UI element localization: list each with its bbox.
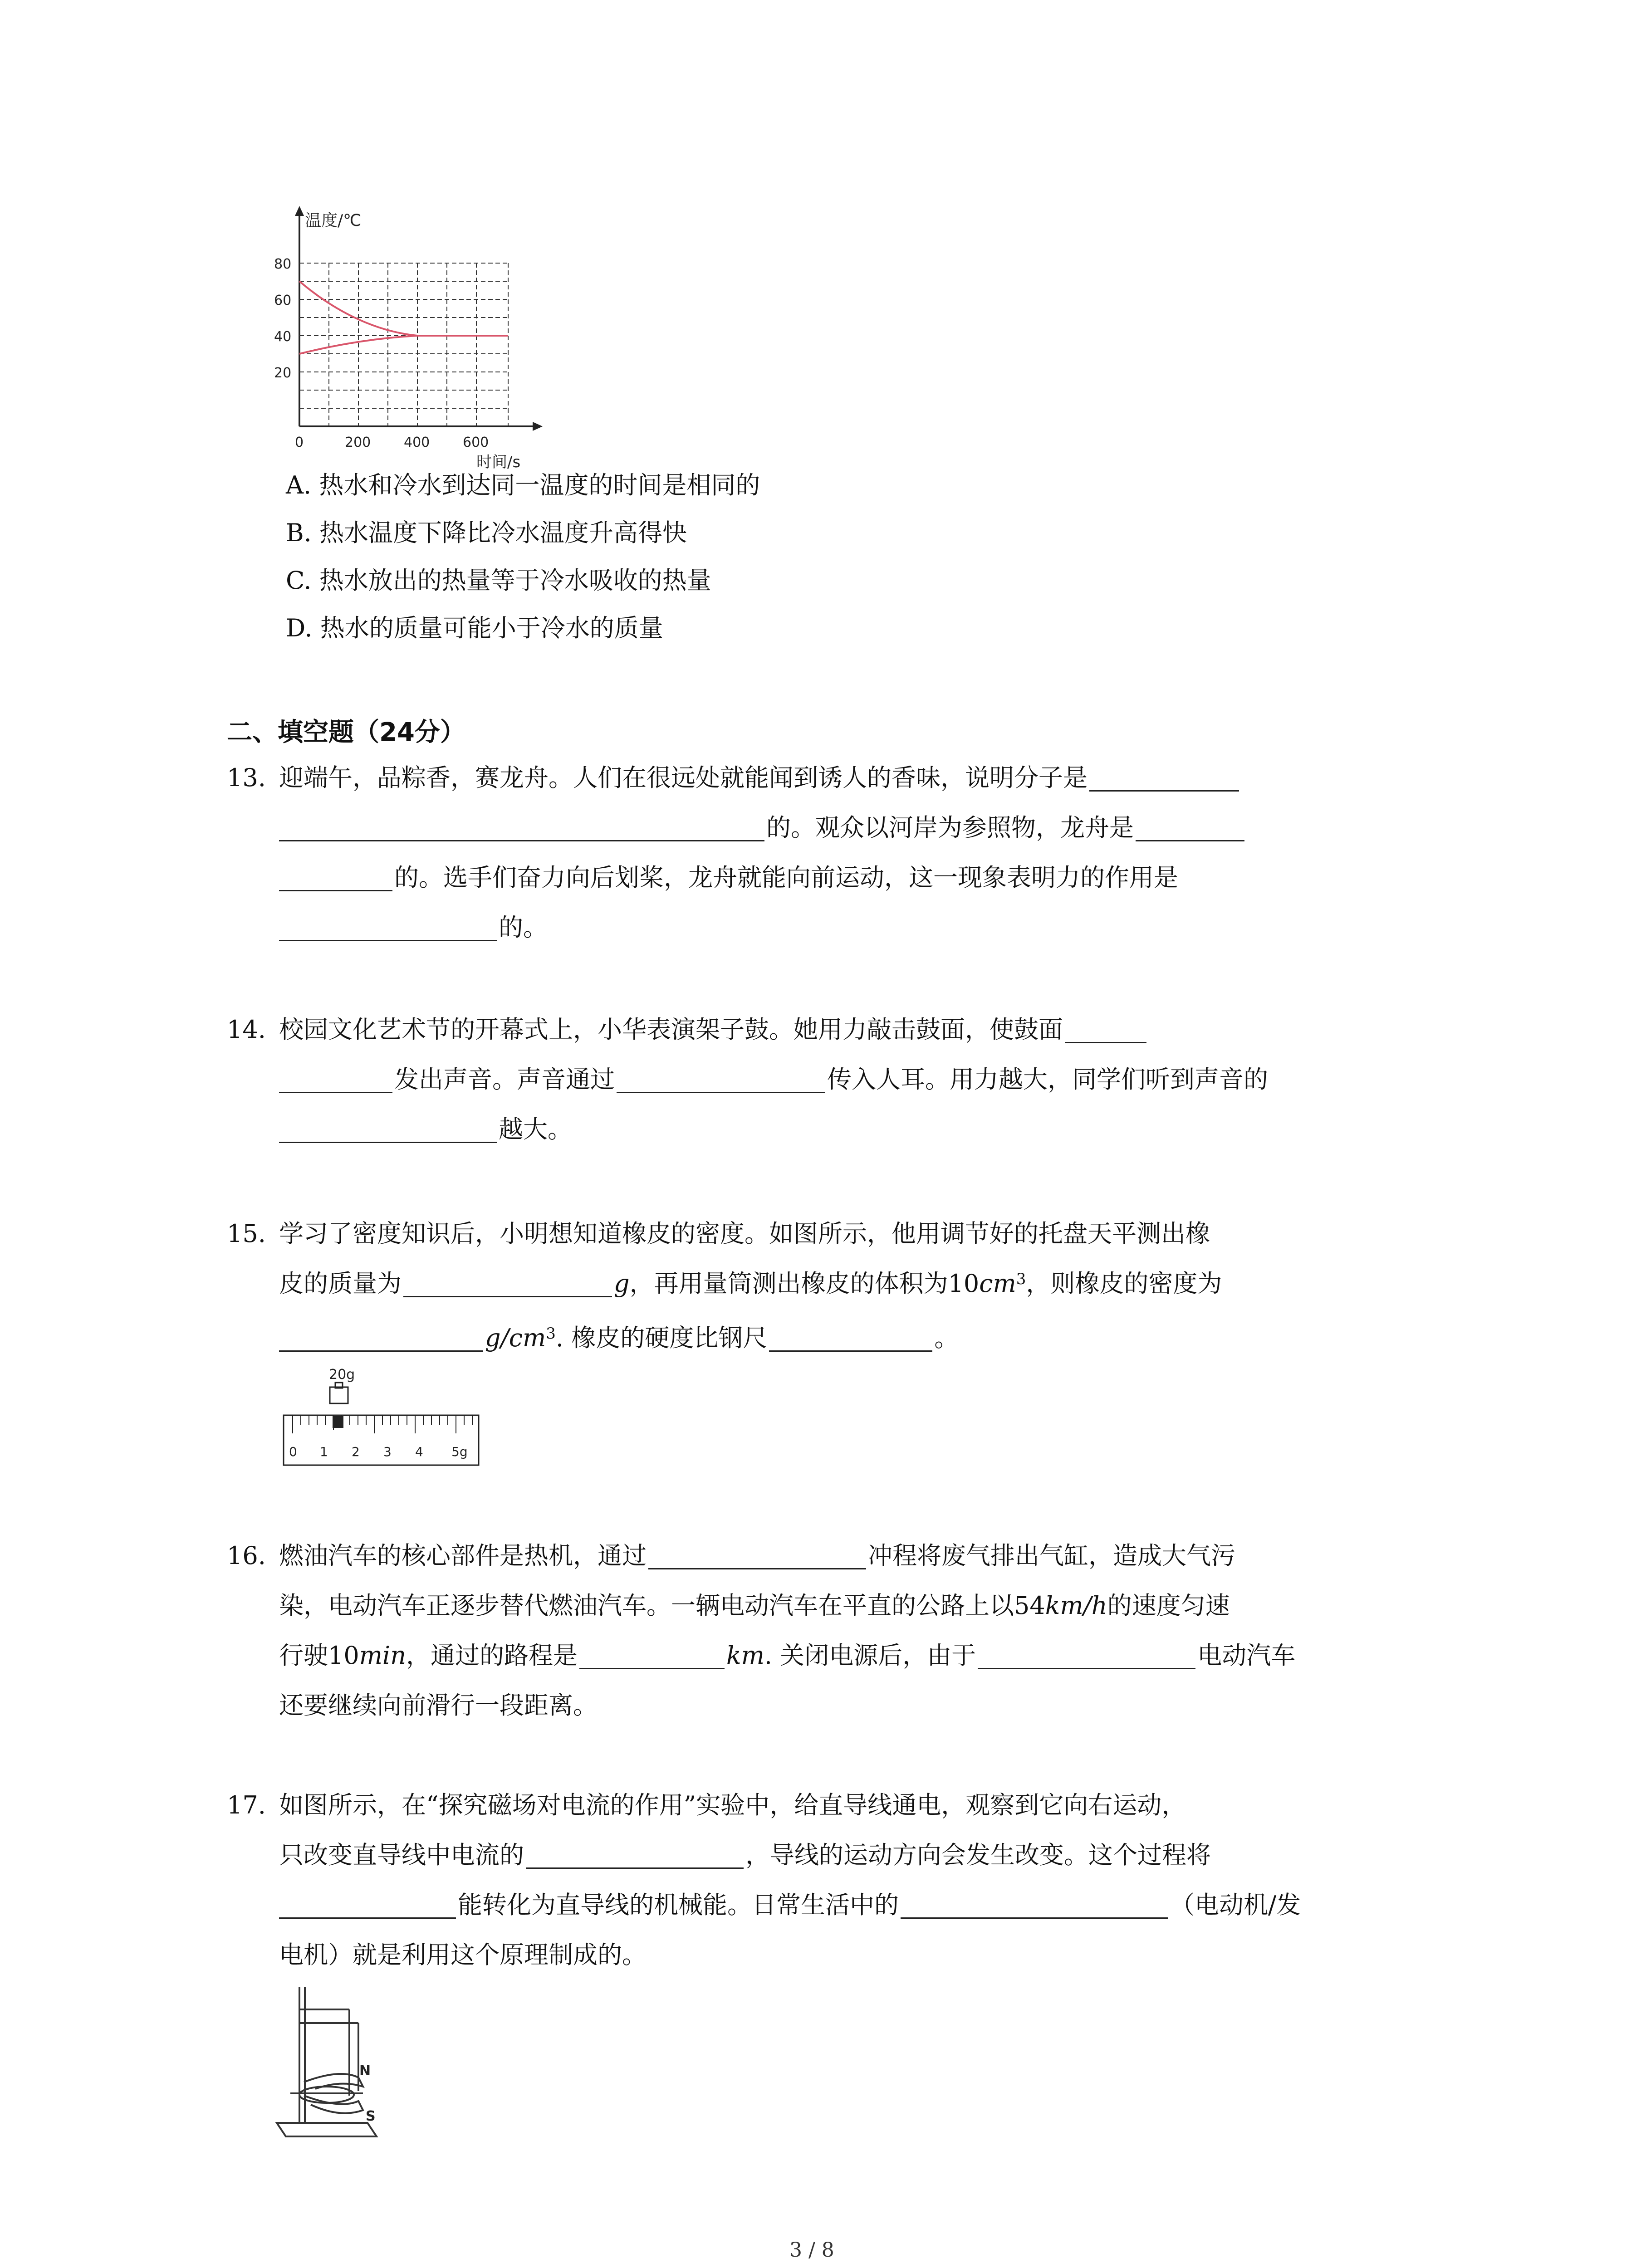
q13-text3: 的。选手们奋力向后划桨，龙舟就能向前运动，这一现象表明力的作用是 xyxy=(394,863,1178,892)
q16-text3a: 行驶10 xyxy=(279,1641,359,1670)
q16-blank3[interactable] xyxy=(978,1644,1195,1669)
x-tick-0: 0 xyxy=(295,435,304,450)
q15-text3c: 。 xyxy=(934,1324,959,1352)
q13-line3 xyxy=(279,864,1178,891)
graph-svg xyxy=(254,200,554,472)
q17-blank2[interactable] xyxy=(279,1894,456,1919)
q16-text3b: ，通过的路程是 xyxy=(406,1641,578,1670)
option-b: B. 热水温度下降比冷水温度升高得快 xyxy=(286,518,687,547)
q15-line2 xyxy=(279,1270,1222,1297)
q16-unit-km: km xyxy=(726,1641,764,1670)
q15-blank2[interactable] xyxy=(279,1327,483,1352)
q17-text2b: ，导线的运动方向会发生改变。这个过程将 xyxy=(745,1841,1211,1869)
q15-unit-gcm: g/cm xyxy=(485,1324,546,1352)
q15-number: 15. xyxy=(227,1219,266,1248)
q17-number: 17. xyxy=(227,1791,266,1819)
q17-line1: 如图所示，在“探究磁场对电流的作用”实验中，给直导线通电，观察到它向右运动， xyxy=(279,1791,1186,1819)
grid-lines xyxy=(299,263,508,426)
q16-line3 xyxy=(279,1642,1295,1669)
q16-text1a: 燃油汽车的核心部件是热机，通过 xyxy=(279,1541,647,1570)
q16-text2a: 染，电动汽车正逐步替代燃油汽车。一辆电动汽车在平直的公路上以54 xyxy=(279,1591,1045,1620)
scale-tick-1: 1 xyxy=(320,1444,328,1459)
q15-unit-g: g xyxy=(614,1269,630,1298)
section-title: 二、填空题（24分） xyxy=(227,718,465,747)
q16-line1 xyxy=(279,1542,1235,1569)
balance-scale-svg xyxy=(279,1365,488,1474)
q15-sup1: 3 xyxy=(1016,1270,1026,1288)
q14-blank2[interactable] xyxy=(617,1068,825,1093)
option-a: A. 热水和冷水到达同一温度的时间是相同的 xyxy=(286,471,760,499)
q14-number: 14. xyxy=(227,1015,266,1044)
q15-blank3[interactable] xyxy=(769,1327,932,1352)
q13-line2 xyxy=(279,814,1246,841)
q15-sup2: 3 xyxy=(546,1325,556,1343)
q17-line4: 电机）就是利用这个原理制成的。 xyxy=(279,1941,647,1969)
q14-blank1[interactable] xyxy=(1065,1018,1146,1043)
balance-scale-figure xyxy=(279,1365,488,1474)
q15-text2a: 皮的质量为 xyxy=(279,1269,402,1298)
q13-blank2-cont[interactable] xyxy=(279,866,392,891)
q15-unit-cm: cm xyxy=(979,1269,1016,1298)
scale-rider xyxy=(333,1416,343,1428)
q14-text2a: 发出声音。声音通过 xyxy=(394,1065,615,1094)
q16-text3c: . 关闭电源后，由于 xyxy=(764,1641,976,1670)
q13-blank2[interactable] xyxy=(1136,816,1244,841)
q15-text2c: ，则橡皮的密度为 xyxy=(1026,1269,1222,1298)
q13-blank3[interactable] xyxy=(279,916,497,941)
q14-blank1-cont[interactable] xyxy=(279,1068,392,1093)
option-c: C. 热水放出的热量等于冷水吸收的热量 xyxy=(286,566,711,595)
scale-ruler xyxy=(284,1415,479,1465)
q16-line2 xyxy=(279,1592,1230,1619)
page-number: 3 / 8 xyxy=(789,2239,834,2262)
weight-label: 20g xyxy=(329,1367,355,1383)
y-tick-20: 20 xyxy=(274,365,292,381)
q16-text3d: 电动汽车 xyxy=(1197,1641,1296,1670)
scale-tick-4: 4 xyxy=(415,1444,423,1459)
q15-line1: 学习了密度知识后，小明想知道橡皮的密度。如图所示，他用调节好的托盘天平测出橡 xyxy=(279,1219,1210,1248)
q17-line2 xyxy=(279,1842,1211,1869)
weight-icon xyxy=(330,1387,348,1403)
q14-line3 xyxy=(279,1116,572,1143)
q14-line2 xyxy=(279,1066,1268,1093)
motor-experiment-svg xyxy=(272,1982,390,2141)
q13-text4: 的。 xyxy=(499,913,548,942)
q16-unit-min: min xyxy=(359,1641,406,1670)
q14-text1: 校园文化艺术节的开幕式上，小华表演架子鼓。她用力敲击鼓面，使鼓面 xyxy=(279,1015,1063,1044)
magnet-n-label: N xyxy=(359,2063,371,2079)
q16-text1b: 冲程将废气排出气缸，造成大气污 xyxy=(868,1541,1235,1570)
q13-number: 13. xyxy=(227,763,266,792)
q13-text2: 的。观众以河岸为参照物，龙舟是 xyxy=(766,813,1134,842)
q16-blank1[interactable] xyxy=(648,1545,866,1569)
q16-blank2[interactable] xyxy=(579,1644,725,1669)
x-axis-label: 时间/s xyxy=(476,453,521,471)
q16-unit-kmh: km/h xyxy=(1045,1591,1107,1620)
motor-experiment-figure xyxy=(272,1982,390,2141)
q13-blank1[interactable] xyxy=(1089,767,1239,792)
y-tick-60: 60 xyxy=(274,293,292,308)
temperature-time-graph xyxy=(254,200,554,472)
q15-blank1[interactable] xyxy=(403,1272,612,1297)
y-tick-40: 40 xyxy=(274,329,292,345)
scale-tick-3: 3 xyxy=(383,1444,392,1459)
q17-line3 xyxy=(279,1892,1301,1919)
q13-line1 xyxy=(279,764,1241,792)
scale-tick-2: 2 xyxy=(352,1444,360,1459)
q13-line4 xyxy=(279,914,548,941)
q16-number: 16. xyxy=(227,1541,266,1570)
q14-line1 xyxy=(279,1016,1148,1043)
q16-line4: 还要继续向前滑行一段距离。 xyxy=(279,1691,598,1720)
q15-text2b: ，再用量筒测出橡皮的体积为10 xyxy=(629,1269,980,1298)
q15-text3b: . 橡皮的硬度比钢尺 xyxy=(555,1324,768,1352)
q14-blank3[interactable] xyxy=(279,1118,497,1143)
q13-blank1-cont[interactable] xyxy=(279,816,764,841)
y-axis-label: 温度/℃ xyxy=(305,211,362,230)
q14-text2b: 传入人耳。用力越大，同学们听到声音的 xyxy=(827,1065,1268,1094)
y-tick-80: 80 xyxy=(274,256,292,272)
q15-line3 xyxy=(279,1325,959,1352)
x-tick-200: 200 xyxy=(345,435,371,450)
option-d: D. 热水的质量可能小于冷水的质量 xyxy=(286,614,663,642)
q17-blank3[interactable] xyxy=(901,1894,1168,1919)
q17-text3a: 能转化为直导线的机械能。日常生活中的 xyxy=(458,1891,899,1919)
scale-tick-0: 0 xyxy=(289,1444,297,1459)
q17-text3b: （电动机/发 xyxy=(1170,1891,1301,1919)
q16-text2b: 的速度匀速 xyxy=(1107,1591,1230,1620)
x-tick-400: 400 xyxy=(404,435,430,450)
q17-text2a: 只改变直导线中电流的 xyxy=(279,1841,524,1869)
magnet-s-label: S xyxy=(366,2108,376,2124)
x-tick-600: 600 xyxy=(463,435,489,450)
scale-tick-5: 5g xyxy=(451,1444,468,1459)
q13-text1: 迎端午，品粽香，赛龙舟。人们在很远处就能闻到诱人的香味，说明分子是 xyxy=(279,763,1087,792)
q17-blank1[interactable] xyxy=(526,1844,744,1869)
q14-text3: 越大。 xyxy=(499,1115,572,1144)
